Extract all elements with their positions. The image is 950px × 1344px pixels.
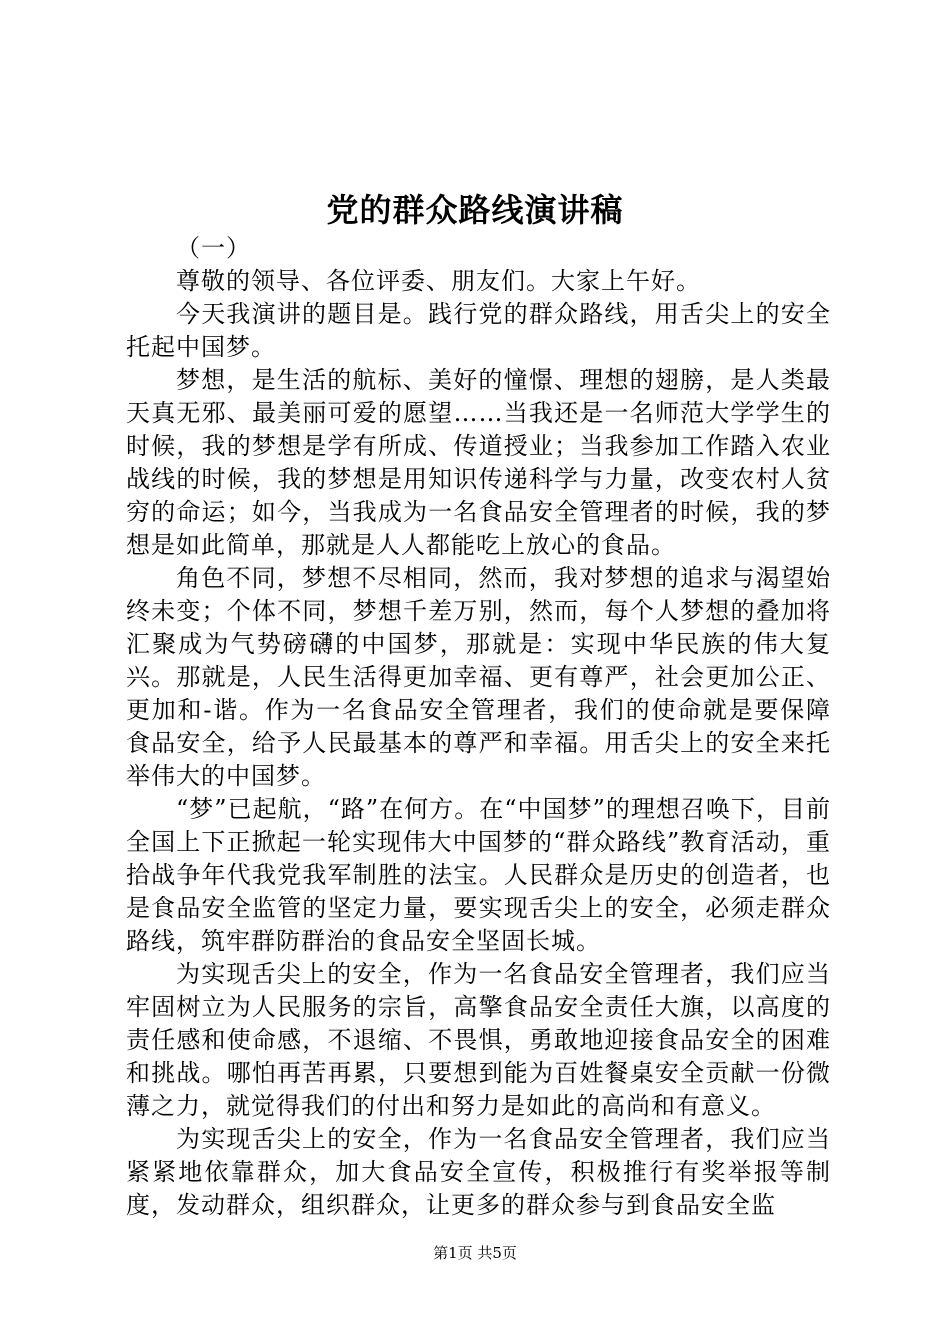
paragraph-greeting: 尊敬的领导、各位评委、朋友们。大家上午好。	[176, 267, 701, 295]
page-footer: 第1页 共5页	[433, 1244, 517, 1262]
document-title: 党的群众路线演讲稿	[326, 191, 624, 229]
paragraph-topic: 今天我演讲的题目是。践行党的群众路线，用舌尖上的安全托起中国梦。	[126, 300, 831, 361]
paragraph-responsibility: 为实现舌尖上的安全，作为一名食品安全管理者，我们应当牢固树立为人民服务的宗旨，高擎食品安全责任大旗，以高度的责任感和使命感，不退缩、不畏惧，勇敢地迎接食品安全的困难和挑战。哪怕再苦再累，只要想到能为百姓餐桌安全贡献一份微薄之力，就觉得我们的付出和努力是如此的高尚和有意义。	[126, 960, 831, 1120]
paragraph-roles: 角色不同，梦想不尽相同，然而，我对梦想的追求与渴望始终未变；个体不同，梦想千差万别，然而，每个人梦想的叠加将汇聚成为气势磅礴的中国梦，那就是：实现中华民族的伟大复兴。那就是，人民生活得更加幸福、更有尊严，社会更加公正、更加和-谐。作为一名食品安全管理者，我们的使命就是要保障食品安全，给予人民最基本的尊严和幸福。用舌尖上的安全来托举伟大的中国梦。	[126, 564, 831, 790]
paragraph-section-marker: （一）	[176, 234, 251, 262]
paragraph-mass-line: “梦”已起航，“路”在何方。在“中国梦”的理想召唤下，目前全国上下正掀起一轮实现伟大中国梦的“群众路线”教育活动，重拾战争年代我党我军制胜的法宝。人民群众是历史的创造者，也是食品安全监管的坚定力量，要实现舌尖上的安全，必须走群众路线，筑牢群防群治的食品安全坚固长城。	[126, 795, 831, 955]
paragraph-dream: 梦想，是生活的航标、美好的憧憬、理想的翅膀，是人类最天真无邪、最美丽可爱的愿望……当我还是一名师范大学学生的时候，我的梦想是学有所成、传道授业；当我参加工作踏入农业战线的时候，我的梦想是用知识传递科学与力量，改变农村人贫穷的命运；如今，当我成为一名食品安全管理者的时候，我的梦想是如此简单，那就是人人都能吃上放心的食品。	[126, 366, 831, 559]
document-body	[126, 232, 831, 1222]
paragraph-rely-on-masses: 为实现舌尖上的安全，作为一名食品安全管理者，我们应当紧紧地依靠群众，加大食品安全宣传，积极推行有奖举报等制度，发动群众，组织群众，让更多的群众参与到食品安全监	[126, 1125, 831, 1219]
